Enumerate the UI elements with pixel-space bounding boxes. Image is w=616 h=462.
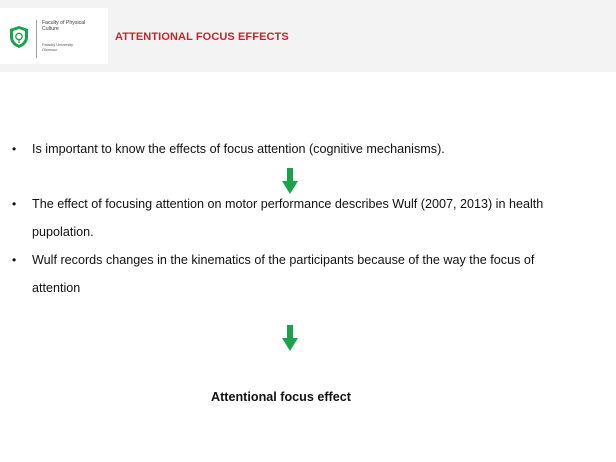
- logo-faculty-line2: Culture: [42, 26, 59, 32]
- slide-title: ATTENTIONAL FOCUS EFFECTS: [115, 31, 289, 43]
- bullet-text: The effect of focusing attention on motor performance describes Wulf (2007, 2013) in health: [32, 197, 544, 211]
- logo-faculty-name: [42, 20, 104, 32]
- university-emblem-icon: [8, 25, 30, 49]
- conclusion-text: Attentional focus effect: [211, 390, 351, 404]
- bullet-text: Wulf records changes in the kinematics of the participants because of the way the focus of: [32, 253, 535, 267]
- bullet-text: Is important to know the effects of focus attention (cognitive mechanisms).: [32, 142, 445, 156]
- bullet-item: [12, 135, 616, 163]
- arrow-down-icon: [282, 325, 298, 351]
- logo-university-line2: Olomouc: [42, 48, 58, 52]
- logo-divider: [36, 20, 37, 58]
- faculty-logo: [0, 8, 108, 64]
- bullet-marker: •: [12, 142, 17, 156]
- logo-university-line1: Palacký University: [42, 43, 74, 47]
- bullet-item: [12, 246, 616, 302]
- bullet-marker: •: [12, 197, 17, 211]
- logo-university-name: [42, 43, 102, 53]
- bullet-text-continuation: pupolation.: [32, 225, 94, 239]
- bullet-item: [12, 190, 616, 246]
- bullet-text-continuation: attention: [32, 281, 81, 295]
- bullet-marker: •: [12, 253, 17, 267]
- logo-faculty-line1: Faculty of Physical: [42, 20, 86, 26]
